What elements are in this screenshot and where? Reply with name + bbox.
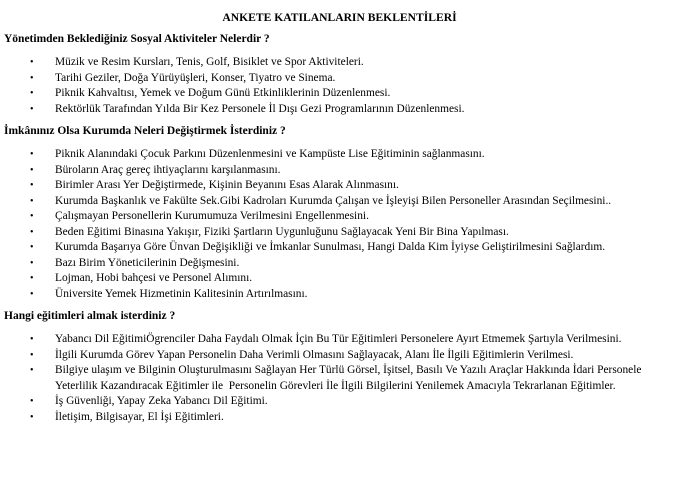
question-heading: Hangi eğitimleri almak isterdiniz ?: [4, 310, 176, 322]
bullet-icon: •: [30, 349, 34, 361]
bullet-icon: •: [30, 149, 34, 160]
list-item-text: Bilgiye ulaşım ve Bilginin Oluşturulmasını Sağlayan Her Türlü Görsel, İşitsel, Basılı Ve Yazılı Araçlar Hakkında İdari Personele Yeterlilik Kazandıracak Eğitimler ile Personelin Görevleri İle İlgili Bilgilerini Yenilemek Amacıyla Tekrarlanan Eğitimler.: [55, 364, 642, 392]
list-item: [4, 55, 675, 71]
bullet-icon: •: [30, 365, 34, 376]
list-item: [4, 271, 675, 287]
list-item: [4, 287, 675, 303]
bullet-icon: •: [30, 88, 34, 99]
list-item-text: İlgili Kurumda Görev Yapan Personelin Daha Verimli Olmasını Sağlayacak, Alanı İle İlgili Eğitimlerin Verilmesi.: [55, 348, 574, 361]
document-title: ANKETE KATILANLARIN BEKLENTİLERİ: [222, 11, 457, 24]
bullet-icon: •: [30, 103, 34, 115]
list-item: [4, 363, 675, 394]
list-item-text: Yabancı Dil EğitimiÖgrenciler Daha Faydalı Olmak İçin Bu Tür Eğitimleri Personelere Ayırt Etmemek Şartıyla Verilmesini.: [55, 333, 622, 345]
bullet-icon: •: [30, 273, 34, 284]
answer-list: [4, 55, 675, 117]
list-item-text: Çalışmayan Personellerin Kurumumuza Verilmesini Engellenmesini.: [55, 210, 369, 222]
bullet-icon: •: [30, 411, 34, 423]
bullet-icon: •: [30, 57, 34, 68]
question-heading: İmkânınız Olsa Kurumda Neleri Değiştirmek İsterdiniz ?: [4, 125, 286, 137]
bullet-icon: •: [30, 396, 34, 407]
bullet-icon: •: [30, 288, 34, 300]
list-item: [4, 348, 675, 364]
section-social-activities: [4, 32, 675, 124]
bullet-icon: •: [30, 195, 34, 207]
list-item: [4, 240, 675, 256]
bullet-icon: •: [30, 334, 34, 345]
list-item-text: Piknik Alanındaki Çocuk Parkını Düzenlenmesini ve Kampüste Lise Eğitiminin sağlanmasını.: [55, 148, 485, 160]
section-trainings: [4, 309, 675, 425]
list-item: [4, 147, 675, 163]
list-item: [4, 410, 675, 426]
list-item-text: Tarihi Geziler, Doğa Yürüyüşleri, Konser, Tiyatro ve Sinema.: [55, 71, 336, 84]
list-item-text: Müzik ve Resim Kursları, Tenis, Golf, Bisiklet ve Spor Aktiviteleri.: [55, 56, 364, 68]
list-item-text: Kurumda Başkanlık ve Fakülte Sek.Gibi Kadroları Kurumda Çalışan ve İşleyişi Bilen Personeller Arasından Seçilmesini..: [55, 194, 612, 207]
list-item-text: Büroların Araç gereç ihtiyaçlarını karşılanmasını.: [55, 163, 281, 176]
list-item-text: Bazı Birim Yöneticilerinin Değişmesini.: [55, 256, 240, 269]
bullet-icon: •: [30, 226, 34, 238]
list-item-text: İletişim, Bilgisayar, El İşi Eğitimleri.: [55, 410, 224, 423]
list-item: [4, 102, 675, 118]
list-item: [4, 71, 675, 87]
list-item: [4, 256, 675, 272]
list-item-text: Kurumda Başarıya Göre Ünvan Değişikliği ve İmkanlar Sunulması, Hangi Dalda Kim İyiyse Geliştirilmesini Sağlardım.: [55, 241, 606, 253]
list-item-text: Birimler Arası Yer Değiştirmede, Kişinin Beyanını Esas Alarak Alınmasını.: [55, 179, 399, 191]
bullet-icon: •: [30, 242, 34, 253]
bullet-icon: •: [30, 257, 34, 269]
list-item: [4, 332, 675, 348]
list-item-text: Rektörlük Tarafından Yılda Bir Kez Personele İl Dışı Gezi Programlarının Düzenlenmesi.: [55, 102, 465, 115]
list-item: [4, 394, 675, 410]
question-heading: Yönetimden Beklediğiniz Sosyal Aktiviteler Nelerdir ?: [4, 33, 270, 45]
bullet-icon: •: [30, 72, 34, 84]
bullet-icon: •: [30, 211, 34, 222]
list-item-text: Üniversite Yemek Hizmetinin Kalitesinin Artırılmasını.: [55, 287, 308, 300]
list-item: [4, 225, 675, 241]
list-item: [4, 194, 675, 210]
list-item: [4, 178, 675, 194]
section-changes: [4, 124, 675, 309]
answer-list: [4, 147, 675, 302]
answer-list: [4, 332, 675, 425]
bullet-icon: •: [30, 180, 34, 191]
list-item-text: Lojman, Hobi bahçesi ve Personel Alımını.: [55, 272, 253, 284]
list-item: [4, 86, 675, 102]
list-item-text: Beden Eğitimi Binasına Yakışır, Fiziki Şartların Uygunluğunu Sağlayacak Yeni Bir Bina Yapılması.: [55, 225, 509, 238]
bullet-icon: •: [30, 164, 34, 176]
list-item-text: Piknik Kahvaltısı, Yemek ve Doğum Günü Etkinliklerinin Düzenlenmesi.: [55, 87, 391, 99]
list-item: [4, 163, 675, 179]
list-item: [4, 209, 675, 225]
list-item-text: İş Güvenliği, Yapay Zeka Yabancı Dil Eğitimi.: [55, 395, 268, 407]
